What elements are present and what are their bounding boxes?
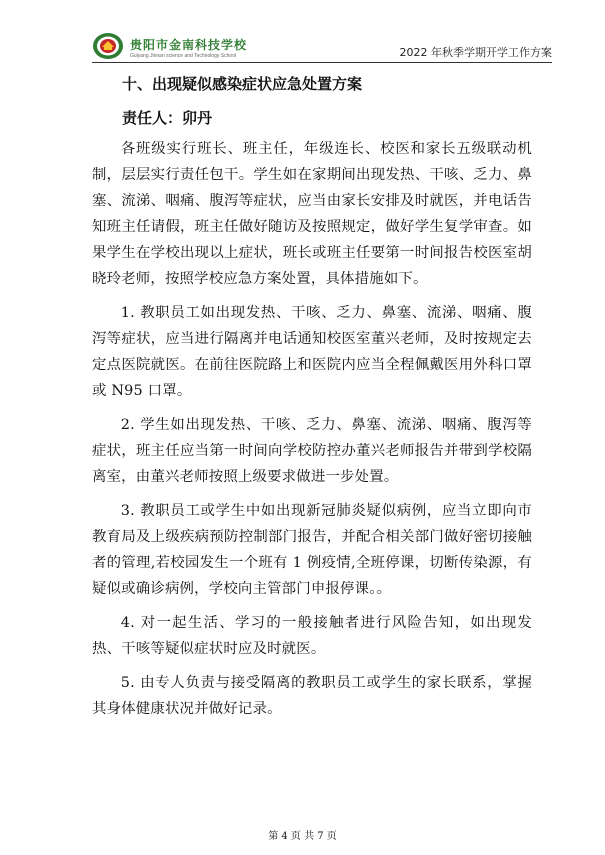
paragraph-item-1: 1. 教职员工如出现发热、干咳、乏力、鼻塞、流涕、咽痛、腹泻等症状，应当进行隔离并电话通知校医室董兴老师，及时按规定去定点医院就医。在前往医院路上和医院内应当全程佩戴医用外科口罩或 N95 口罩。 [92, 305, 532, 399]
paragraph-item-2: 2. 学生如出现发热、干咳、乏力、鼻塞、流涕、咽痛、腹泻等症状，班主任应当第一时间向学校防控办董兴老师报告并带到学校隔离室，由董兴老师按照上级要求做进一步处置。 [92, 417, 532, 485]
paragraph-item-3: 3. 教职员工或学生中如出现新冠肺炎疑似病例，应当立即向市教育局及上级疾病预防控制部门报告，并配合相关部门做好密切接触者的管理,若校园发生一个班有 1 例疫情,全班停课，切断传染源，有 疑似或确诊病例，学校向主管部门申报停课。。 [92, 503, 532, 597]
school-name: 贵阳市金南科技学校 [130, 38, 248, 52]
header-divider [92, 62, 552, 63]
document-title: 2022 年秋季学期开学工作方案 [399, 46, 552, 59]
paragraph-item-5: 5. 由专人负责与接受隔离的教职员工或学生的家长联系，掌握其身体健康状况并做好记录。 [92, 675, 532, 717]
school-subtitle: Guiyang Jinnan science and Technology School [130, 53, 237, 59]
section-title: 十、出现疑似感染症状应急处置方案 [122, 75, 363, 93]
school-emblem-icon [92, 32, 124, 60]
paragraph-intro: 各班级实行班长、班主任，年级连长、校医和家长五级联动机制，层层实行责任包干。学生如在家期间出现发热、干咳、乏力、鼻塞、流涕、咽痛、腹泻等症状，应当由家长安排及时就医，并电话告知班主任请假，班主任做好随访及按照规定，做好学生复学审查。如果学生在学校出现以上症状，班长或班主任要第一时间报告校医室胡晓玲老师，按照学校应急方案处置，具体措施如下。 [92, 141, 532, 287]
page-number: 第 4 页 共 7 页 [268, 831, 337, 842]
page-content [92, 68, 532, 730]
page-header [92, 32, 552, 62]
responsible-person: 责任人：卯丹 [122, 109, 213, 127]
paragraph-item-4: 4. 对一起生活、学习的一般接触者进行风险告知，如出现发热、干咳等疑似症状时应及时就医。 [92, 615, 532, 657]
